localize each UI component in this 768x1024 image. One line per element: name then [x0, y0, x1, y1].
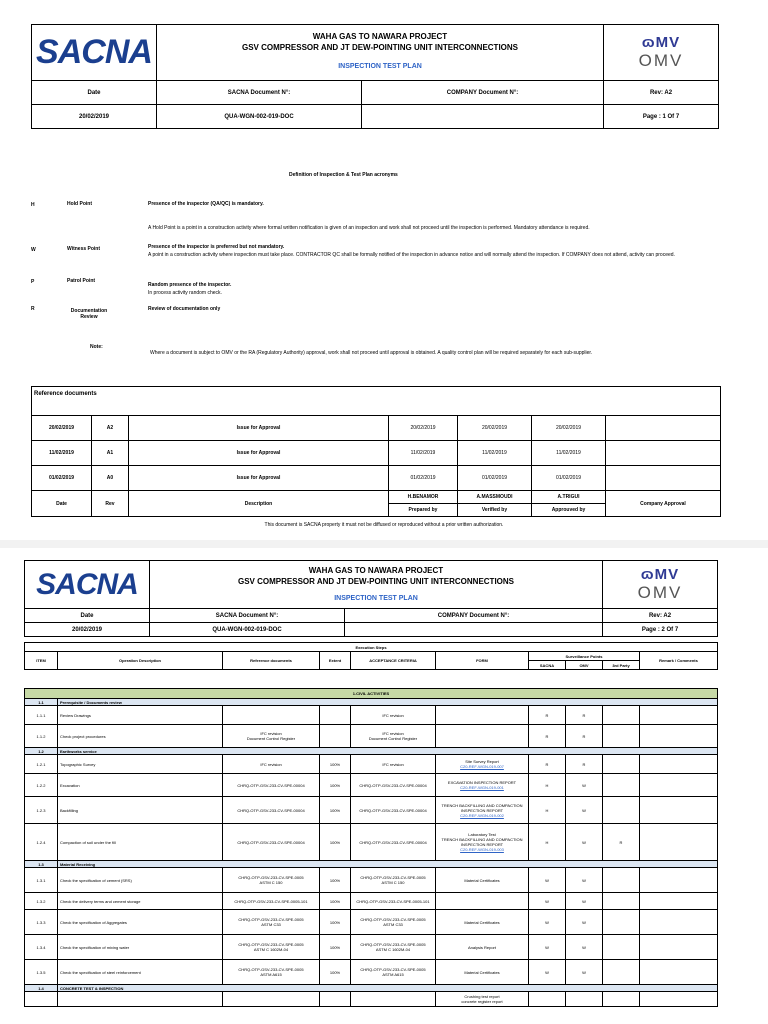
date-value: 20/02/2019	[25, 623, 150, 637]
row-operation: Excavation	[58, 774, 223, 797]
row-sacna: H	[529, 797, 566, 824]
sacna-logo-text: SACNA	[36, 33, 152, 71]
document-header	[24, 560, 718, 637]
row-reference: CHRQ-OTP-GSV-233-CV-SPE-0005-101	[223, 893, 320, 910]
disclaimer: This document is SACNA property it must not be diffused or reproduced without a prior written authorization.	[264, 522, 504, 528]
company-doc-label: COMPANY Document N°:	[362, 81, 604, 105]
row-extent	[320, 992, 351, 1007]
date-label: Date	[32, 81, 157, 105]
ref-date-verified: 01/02/2019	[458, 466, 532, 491]
ref-desc: Issue for Approval	[129, 441, 389, 466]
itp-title: INSPECTION TEST PLAN	[334, 595, 418, 602]
definitions-heading: Definition of Inspection & Test Plan acronyms	[289, 172, 398, 178]
row-omv: W	[566, 868, 603, 893]
row-omv: R	[566, 706, 603, 725]
verifier-name: A.MASSMOUDI	[458, 491, 532, 504]
company-approval: Company Approval	[606, 491, 721, 517]
preparer-name: H.BENAMOR	[389, 491, 458, 504]
row-form	[436, 893, 529, 910]
subsection-title: Material Receiving	[58, 861, 718, 868]
col-reference: Reference documents	[223, 652, 320, 670]
sacna-doc-label: SACNA Document N°:	[157, 81, 362, 105]
ref-date: 20/02/2019	[32, 416, 92, 441]
row-acceptance: CHRQ-OTP-GSV-233-CV-SPE-00004	[351, 797, 436, 824]
sacna-logo-text: SACNA	[36, 567, 138, 601]
row-form: Laboratory Test TRENCH BACKFILLING AND COMPACTION INSPECTION REPORT C20-REF-WGN-019-003	[436, 824, 529, 861]
def-code: R	[31, 306, 35, 312]
row-sacna: W	[529, 893, 566, 910]
col-form: FORM	[436, 652, 529, 670]
row-third-party	[603, 755, 640, 774]
subsection-row	[25, 861, 718, 868]
row-omv: W	[566, 893, 603, 910]
row-omv: W	[566, 910, 603, 935]
revision: Rev: A2	[603, 609, 718, 623]
row-remarks	[640, 797, 718, 824]
project-title-2: GSV COMPRESSOR AND JT DEW-POINTING UNIT INTERCONNECTIONS	[242, 43, 518, 52]
row-extent: 100%	[320, 755, 351, 774]
def-bold: Presence of the inspector is preferred but not mandatory.	[148, 244, 285, 250]
def-code: W	[31, 247, 36, 253]
row-omv: W	[566, 797, 603, 824]
row-sacna: W	[529, 868, 566, 893]
row-form: TRENCH BACKFILLING AND COMPACTION INSPECTION REPORT C20-REF-WGN-019-002	[436, 797, 529, 824]
def-bold: Random presence of the inspector.	[148, 282, 232, 288]
row-sacna: W	[529, 935, 566, 960]
col-extent: Extent	[320, 652, 351, 670]
row-third-party	[603, 910, 640, 935]
row-item: 1.2.3	[25, 797, 58, 824]
row-acceptance: CHRQ-OTP-GSV-233-CV-SPE-0005 ASTM A615	[351, 960, 436, 985]
col-third-party: 3rd Party	[603, 661, 640, 670]
row-item: 1.3.2	[25, 893, 58, 910]
def-bold: Presence of the inspector (QA/QC) is mandatory.	[148, 201, 264, 207]
row-form: Material Certificates	[436, 910, 529, 935]
row-third-party	[603, 935, 640, 960]
row-omv: R	[566, 755, 603, 774]
row-remarks	[640, 824, 718, 861]
row-acceptance	[351, 992, 436, 1007]
row-reference: CHRQ-OTP-GSV-233-CV-SPE-0005 ASTM C 1602M-04	[223, 935, 320, 960]
project-title-2: GSV COMPRESSOR AND JT DEW-POINTING UNIT INTERCONNECTIONS	[238, 577, 514, 586]
row-operation: Check the specification of mixing water	[58, 935, 223, 960]
row-form: Material Certificates	[436, 868, 529, 893]
row-remarks	[640, 935, 718, 960]
sacna-doc-value: QUA-WGN-002-019-DOC	[150, 623, 345, 637]
row-reference: CHRQ-OTP-GSV-233-CV-SPE-00004	[223, 797, 320, 824]
subsection-item: 1.4	[25, 985, 58, 992]
row-omv	[566, 992, 603, 1007]
col-item: ITEM	[25, 652, 58, 670]
omv-logo	[603, 561, 718, 609]
page-number: Page : 2 Of 7	[603, 623, 718, 637]
form-reference-link[interactable]: C20-REF-WGN-019-003	[460, 847, 504, 852]
table-row	[25, 725, 718, 748]
col-acceptance: ACCEPTANCE CRITERIA	[351, 652, 436, 670]
row-operation: Backfilling	[58, 797, 223, 824]
row-item	[25, 992, 58, 1007]
row-operation: Check project procedures	[58, 725, 223, 748]
table-row	[25, 824, 718, 861]
ref-date-verified: 20/02/2019	[458, 416, 532, 441]
row-sacna	[529, 992, 566, 1007]
ref-rev: A2	[92, 416, 129, 441]
row-operation: Check the specification of Aggregates	[58, 910, 223, 935]
form-reference-link[interactable]: C20-REF-WGN-019-007	[460, 764, 504, 769]
def-code: P	[31, 279, 35, 285]
ref-rev: A0	[92, 466, 129, 491]
row-sacna: R	[529, 706, 566, 725]
row-operation	[58, 992, 223, 1007]
row-reference: IFC revision Document Control Register	[223, 725, 320, 748]
row-remarks	[640, 706, 718, 725]
ref-date-verified: 11/02/2019	[458, 441, 532, 466]
def-text: In process activity random check.	[148, 290, 222, 296]
row-operation: Check the delivery terms and cement storage	[58, 893, 223, 910]
page-2	[0, 548, 768, 1024]
row-extent: 100%	[320, 935, 351, 960]
row-form	[436, 706, 529, 725]
row-omv: W	[566, 824, 603, 861]
subsection-item: 1.1	[25, 699, 58, 706]
row-operation: Check the specification of cement (SRS)	[58, 868, 223, 893]
date-value: 20/02/2019	[32, 105, 157, 129]
approved-by-label: Approuved by	[532, 504, 606, 517]
col-date: Date	[32, 491, 92, 517]
row-operation: Compaction of soil under the fill	[58, 824, 223, 861]
col-sacna: SACNA	[529, 661, 566, 670]
row-extent: 100%	[320, 824, 351, 861]
row-operation: Check the specification of steel reinforcement	[58, 960, 223, 985]
ref-date-approved: 11/02/2019	[532, 441, 606, 466]
date-label: Date	[25, 609, 150, 623]
sacna-logo	[32, 25, 157, 81]
row-form	[436, 725, 529, 748]
omv-logo-mark: ɷMV	[641, 34, 681, 51]
col-surveillance: Surveillance Points	[529, 652, 640, 661]
col-remarks: Remark / Comments	[640, 652, 718, 670]
row-reference: CHRQ-OTP-GSV-233-CV-SPE-0005 ASTM C 150	[223, 868, 320, 893]
subsection-item: 1.3	[25, 861, 58, 868]
row-operation: Review Drawings	[58, 706, 223, 725]
row-acceptance: IFC revision Document Control Register	[351, 725, 436, 748]
subsection-row	[25, 748, 718, 755]
row-item: 1.1.2	[25, 725, 58, 748]
table-row	[25, 960, 718, 985]
table-row	[25, 935, 718, 960]
row-remarks	[640, 960, 718, 985]
row-third-party	[603, 774, 640, 797]
ref-rev: A1	[92, 441, 129, 466]
row-form: Material Certificates	[436, 960, 529, 985]
row-reference: CHRQ-OTP-GSV-233-CV-SPE-00004	[223, 774, 320, 797]
col-description: Description	[129, 491, 389, 517]
row-extent: 100%	[320, 910, 351, 935]
row-item: 1.3.3	[25, 910, 58, 935]
row-extent	[320, 725, 351, 748]
row-remarks	[640, 868, 718, 893]
row-sacna: R	[529, 755, 566, 774]
sacna-doc-label: SACNA Document N°:	[150, 609, 345, 623]
row-third-party	[603, 797, 640, 824]
row-sacna: W	[529, 960, 566, 985]
sacna-logo	[25, 561, 150, 609]
note-text: Where a document is subject to OMV or the RA (Regulatory Authority) approval, work shall not proceed until approval is obtained. A quality control plan will be required separately for each sub-supplier.	[150, 350, 593, 356]
row-operation: Topographic Survey	[58, 755, 223, 774]
row-remarks	[640, 755, 718, 774]
row-form: Crushing test report concrete register report	[436, 992, 529, 1007]
table-row	[25, 868, 718, 893]
section-title: 1.CIVIL ACTIVITIES	[25, 689, 718, 699]
def-text: A point in a construction activity where inspection must take place. CONTRACTOR QC shall be formally notified of the inspection in advance notice and will normally attend the inspection. If COMPANY does not attend, activity can proceed.	[148, 252, 675, 258]
row-reference: CHRQ-OTP-GSV-233-CV-SPE-00004	[223, 824, 320, 861]
verified-by-label: Verified by	[458, 504, 532, 517]
row-remarks	[640, 893, 718, 910]
table-row	[25, 893, 718, 910]
row-third-party	[603, 868, 640, 893]
col-rev: Rev	[92, 491, 129, 517]
row-reference	[223, 706, 320, 725]
prepared-by-label: Prepared by	[389, 504, 458, 517]
row-item: 1.1.1	[25, 706, 58, 725]
ref-date-prepared: 01/02/2019	[389, 466, 458, 491]
def-name: Documentation Review	[70, 308, 108, 320]
table-row	[25, 774, 718, 797]
subsection-title: Prerequisite / Documents review	[58, 699, 718, 706]
row-sacna: R	[529, 725, 566, 748]
subsection-row	[25, 699, 718, 706]
omv-logo-mark: ɷMV	[640, 566, 680, 583]
row-reference: IFC revision	[223, 755, 320, 774]
row-extent: 100%	[320, 797, 351, 824]
ref-date: 01/02/2019	[32, 466, 92, 491]
row-acceptance: CHRQ-OTP-GSV-233-CV-SPE-0005 ASTM C33	[351, 910, 436, 935]
row-acceptance: IFC revision	[351, 755, 436, 774]
row-omv: W	[566, 935, 603, 960]
omv-logo-text: OMV	[638, 51, 684, 70]
ref-date-prepared: 11/02/2019	[389, 441, 458, 466]
row-extent: 100%	[320, 868, 351, 893]
revision: Rev: A2	[604, 81, 719, 105]
project-title-1: WAHA GAS TO NAWARA PROJECT	[308, 566, 444, 575]
row-form: Site Survey Report C20-REF-WGN-019-007	[436, 755, 529, 774]
def-name: Hold Point	[67, 201, 92, 207]
note-label: Note:	[90, 344, 103, 350]
row-acceptance: CHRQ-OTP-GSV-233-CV-SPE-00004	[351, 774, 436, 797]
sacna-doc-value: QUA-WGN-002-019-DOC	[157, 105, 362, 129]
row-acceptance: IFC revision	[351, 706, 436, 725]
row-acceptance: CHRQ-OTP-GSV-233-CV-SPE-0005 ASTM C 150	[351, 868, 436, 893]
subsection-title: Earthworks service	[58, 748, 718, 755]
project-title-1: WAHA GAS TO NAWARA PROJECT	[312, 32, 448, 41]
row-reference: CHRQ-OTP-GSV-233-CV-SPE-0005 ASTM A615	[223, 960, 320, 985]
def-text: A Hold Point is a point in a construction activity where formal written notification is given of an inspection and work shall not proceed until the inspection is performed. Mandatory attendance is required.	[148, 225, 590, 231]
def-name: Witness Point	[67, 246, 101, 252]
row-remarks	[640, 992, 718, 1007]
ref-date-prepared: 20/02/2019	[389, 416, 458, 441]
def-name: Patrol Point	[67, 278, 96, 284]
table-row	[25, 755, 718, 774]
row-sacna: H	[529, 824, 566, 861]
row-remarks	[640, 910, 718, 935]
ref-date-approved: 20/02/2019	[532, 416, 606, 441]
row-reference: CHRQ-OTP-GSV-233-CV-SPE-0005 ASTM C33	[223, 910, 320, 935]
subsection-item: 1.2	[25, 748, 58, 755]
row-item: 1.3.5	[25, 960, 58, 985]
company-doc-label: COMPANY Document N°:	[345, 609, 603, 623]
row-item: 1.3.4	[25, 935, 58, 960]
row-omv: W	[566, 774, 603, 797]
table-row	[25, 992, 718, 1007]
row-extent: 100%	[320, 893, 351, 910]
row-omv: W	[566, 960, 603, 985]
reference-documents	[31, 386, 721, 517]
row-acceptance: CHRQ-OTP-GSV-233-CV-SPE-0005 ASTM C 1602M-04	[351, 935, 436, 960]
form-reference-link[interactable]: C20-REF-WGN-019-001	[460, 785, 504, 790]
row-form: Analysis Report	[436, 935, 529, 960]
subsection-row	[25, 985, 718, 992]
row-third-party	[603, 706, 640, 725]
ref-date: 11/02/2019	[32, 441, 92, 466]
row-item: 1.2.2	[25, 774, 58, 797]
omv-logo-text: OMV	[637, 583, 683, 602]
table-row	[25, 797, 718, 824]
activities-table	[24, 688, 718, 1007]
col-omv: OMV	[566, 661, 603, 670]
row-third-party	[603, 893, 640, 910]
row-third-party: R	[603, 824, 640, 861]
execution-steps-header	[24, 642, 718, 670]
ref-desc: Issue for Approval	[129, 416, 389, 441]
form-reference-link[interactable]: C20-REF-WGN-019-002	[460, 812, 504, 818]
row-remarks	[640, 774, 718, 797]
table-row	[25, 910, 718, 935]
row-extent: 100%	[320, 960, 351, 985]
row-item: 1.2.4	[25, 824, 58, 861]
omv-logo	[604, 25, 719, 81]
subsection-title: CONCRETE TEST & INSPECTION	[58, 985, 718, 992]
row-item: 1.2.1	[25, 755, 58, 774]
ref-desc: Issue for Approval	[129, 466, 389, 491]
row-extent: 100%	[320, 774, 351, 797]
row-third-party	[603, 960, 640, 985]
row-acceptance: CHRQ-OTP-GSV-233-CV-SPE-00004	[351, 824, 436, 861]
table-row	[25, 706, 718, 725]
row-sacna: W	[529, 910, 566, 935]
row-third-party	[603, 725, 640, 748]
document-header	[31, 24, 719, 129]
def-bold: Review of documentation only	[148, 306, 221, 312]
row-acceptance: CHRQ-OTP-GSV-233-CV-SPE-0005-101	[351, 893, 436, 910]
row-omv: R	[566, 725, 603, 748]
row-sacna: H	[529, 774, 566, 797]
page-number: Page : 1 Of 7	[604, 105, 719, 129]
row-item: 1.3.1	[25, 868, 58, 893]
references-title: Reference documents	[32, 387, 721, 416]
col-operation: Operation Description	[58, 652, 223, 670]
def-code: H	[31, 202, 35, 208]
ref-date-approved: 01/02/2019	[532, 466, 606, 491]
row-reference	[223, 992, 320, 1007]
itp-title: INSPECTION TEST PLAN	[338, 63, 422, 70]
row-extent	[320, 706, 351, 725]
execution-title: Execution Steps	[25, 643, 718, 652]
row-remarks	[640, 725, 718, 748]
row-form: EXCAVATION INSPECTION REPORT C20-REF-WGN-019-001	[436, 774, 529, 797]
row-third-party	[603, 992, 640, 1007]
approver-name: A.TRIGUI	[532, 491, 606, 504]
